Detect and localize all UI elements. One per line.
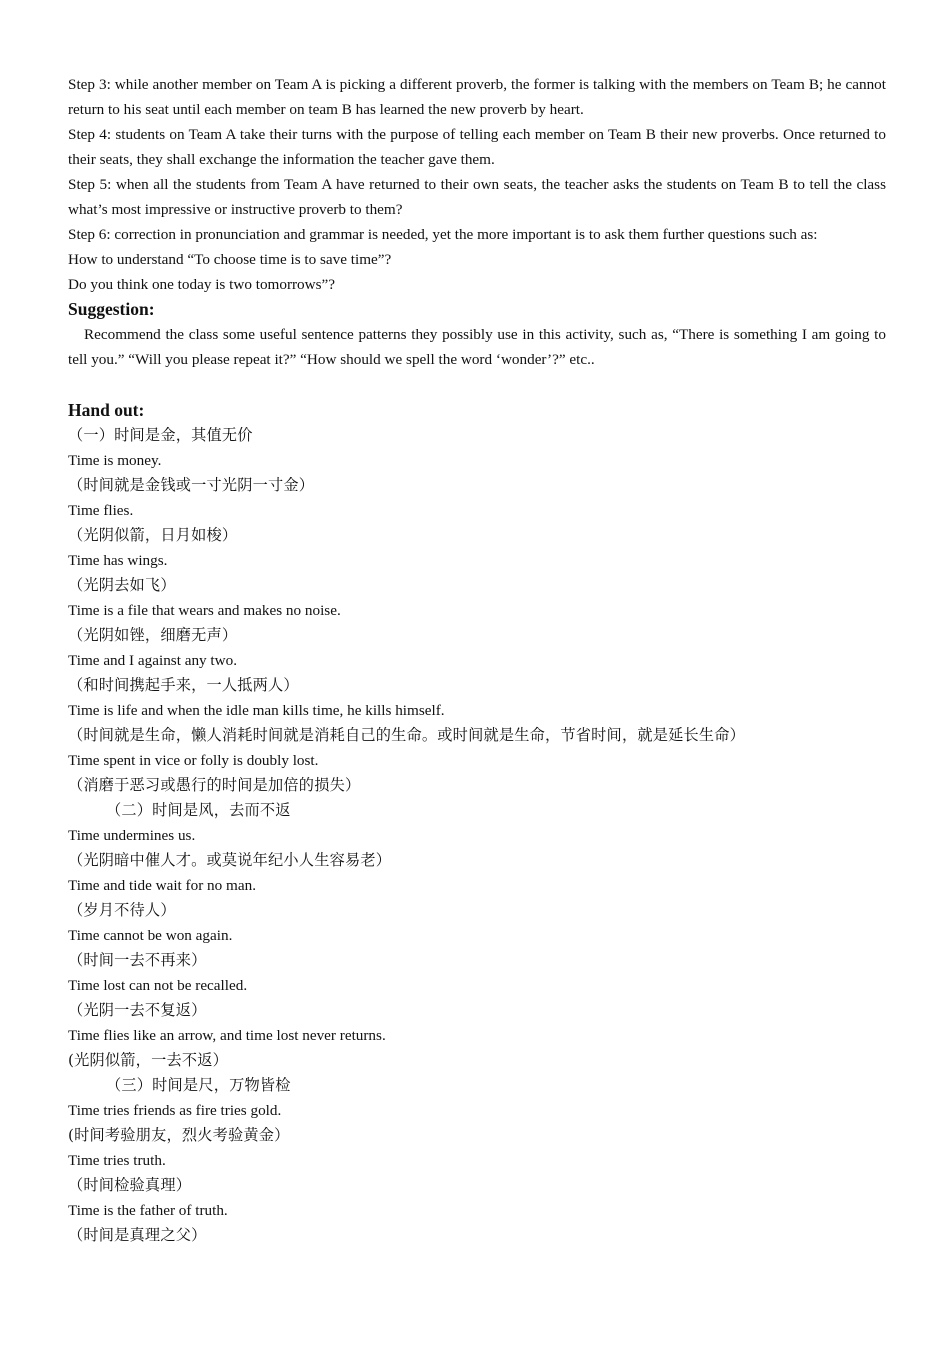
category-title: （二）时间是风，去而不返 — [106, 801, 291, 819]
proverb-en: Time and I against any two. — [68, 652, 238, 669]
proverb-en: Time has wings. — [68, 552, 168, 569]
proverb-cn: （光阴如锉，细磨无声） — [68, 626, 238, 644]
category-title: （一）时间是金，其值无价 — [68, 426, 253, 444]
proverb-en: Time is the father of truth. — [68, 1202, 228, 1219]
proverb-en: Time is a file that wears and makes no noise. — [68, 602, 341, 619]
category-title: （三）时间是尺，万物皆检 — [106, 1076, 291, 1094]
proverb-en: Time and tide wait for no man. — [68, 877, 256, 894]
proverb-cn: （岁月不待人） — [68, 901, 176, 919]
document-page — [68, 72, 886, 1248]
proverb-cn: (光阴似箭，一去不返） — [68, 1051, 229, 1069]
question-line: Do you think one today is two tomorrows”? — [68, 276, 336, 293]
question-line: How to understand “To choose time is to save time”? — [68, 251, 392, 268]
proverb-en: Time spent in vice or folly is doubly lost. — [68, 752, 319, 769]
proverb-cn: （光阴似箭，日月如梭） — [68, 526, 238, 544]
proverb-cn: （光阴一去不复返） — [68, 1001, 207, 1019]
suggestion-heading: Suggestion: — [68, 299, 155, 319]
proverb-en: Time flies like an arrow, and time lost never returns. — [68, 1027, 386, 1044]
step-5-paragraph: Step 5: when all the students from Team A have returned to their own seats, the teacher asks the students on Team B to tell the class what’s most impressive or instructive proverb to them? — [68, 176, 886, 218]
step-6-paragraph: Step 6: correction in pronunciation and grammar is needed, yet the more important is to ask them further questions such as: — [68, 226, 818, 243]
proverb-en: Time tries truth. — [68, 1152, 166, 1169]
suggestion-text: Recommend the class some useful sentence patterns they possibly use in this activity, such as, “There is something I am going to tell you.” “Will you please repeat it?” “How should we spell the word ‘wonder’?” etc.. — [68, 326, 886, 368]
handout-heading: Hand out: — [68, 400, 145, 420]
proverb-en: Time lost can not be recalled. — [68, 977, 248, 994]
section-gap — [68, 372, 886, 398]
proverb-cn: （消磨于恶习或愚行的时间是加倍的损失） — [68, 776, 361, 794]
proverb-cn: （时间是真理之父） — [68, 1226, 207, 1244]
step-3-paragraph: Step 3: while another member on Team A is picking a different proverb, the former is talking with the members on Team B; he cannot return to his seat until each member on team B has learned the new proverb by heart. — [68, 76, 886, 118]
proverb-en: Time tries friends as fire tries gold. — [68, 1102, 282, 1119]
proverb-en: Time cannot be won again. — [68, 927, 233, 944]
proverb-cn: （时间检验真理） — [68, 1176, 192, 1194]
proverb-cn: （时间一去不再来） — [68, 951, 207, 969]
proverb-en: Time is money. — [68, 452, 162, 469]
proverb-cn: （和时间携起手来，一人抵两人） — [68, 676, 299, 694]
proverb-en: Time undermines us. — [68, 827, 196, 844]
proverb-en: Time flies. — [68, 502, 134, 519]
proverb-cn: （光阴去如飞） — [68, 576, 176, 594]
proverb-cn: （光阴暗中催人才。或莫说年纪小人生容易老） — [68, 851, 392, 869]
proverb-en: Time is life and when the idle man kills time, he kills himself. — [68, 702, 445, 719]
proverb-cn: （时间就是生命，懒人消耗时间就是消耗自己的生命。或时间就是生命，节省时间，就是延长生命） — [68, 726, 746, 744]
proverb-cn: （时间就是金钱或一寸光阴一寸金） — [68, 476, 315, 494]
proverb-cn: (时间考验朋友，烈火考验黄金） — [68, 1126, 290, 1144]
step-4-paragraph: Step 4: students on Team A take their turns with the purpose of telling each member on Team B their new proverbs. Once returned to their seats, they shall exchange the information the teacher gave them. — [68, 126, 886, 168]
